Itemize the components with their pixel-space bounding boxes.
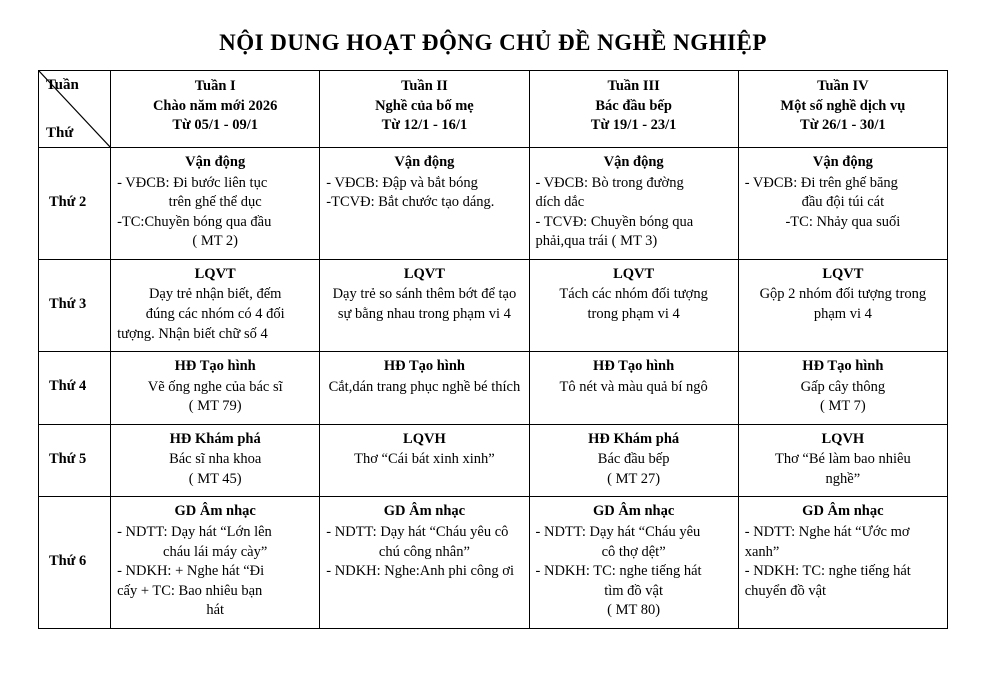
activity-title: GD Âm nhạc bbox=[802, 503, 884, 520]
activity-title: LQVT bbox=[613, 265, 655, 282]
activity-line: cấy + TC: Bao nhiêu bạn bbox=[117, 582, 263, 599]
activity-line: ( MT 45) bbox=[188, 470, 242, 487]
activity-line: Tô nét và màu quả bí ngô bbox=[559, 378, 708, 395]
activity-line: - NDKH: TC: nghe tiếng hát bbox=[535, 563, 702, 580]
activity-cell bbox=[111, 497, 320, 628]
week-name-3: Tuần III bbox=[607, 78, 660, 94]
week-theme-2: Nghề của bố mẹ bbox=[375, 97, 474, 114]
activity-title: LQVT bbox=[403, 265, 445, 282]
corner-header-cell bbox=[39, 71, 111, 148]
activity-cell bbox=[320, 424, 529, 497]
table-row bbox=[39, 424, 948, 497]
week-header-2 bbox=[320, 71, 529, 148]
activity-line: nghề” bbox=[825, 470, 861, 487]
activity-cell bbox=[529, 497, 738, 628]
activity-line: hát bbox=[206, 602, 225, 619]
activity-title: GD Âm nhạc bbox=[592, 503, 675, 520]
activity-line: - VĐCB: Đi trên ghế băng bbox=[744, 174, 898, 191]
activity-title: Vận động bbox=[185, 154, 246, 170]
week-dates-4: Từ 26/1 - 30/1 bbox=[800, 117, 886, 134]
activity-cell bbox=[738, 352, 947, 425]
activity-line: Cắt,dán trang phục nghề bé thích bbox=[328, 378, 521, 395]
activity-line: tìm đồ vật bbox=[604, 582, 664, 599]
activity-cell bbox=[320, 352, 529, 425]
week-name-4: Tuần IV bbox=[817, 78, 869, 94]
activity-line: đầu đội túi cát bbox=[801, 194, 885, 211]
table-row bbox=[39, 497, 948, 628]
activity-cell bbox=[111, 148, 320, 260]
activity-title: LQVT bbox=[822, 265, 864, 282]
activity-line: - NDKH: TC: nghe tiếng hát bbox=[744, 563, 911, 580]
activity-line: ( MT 2) bbox=[192, 233, 239, 250]
activity-title: HĐ Tạo hình bbox=[383, 358, 465, 375]
activity-title: LQVH bbox=[403, 430, 446, 447]
activity-title: HĐ Khám phá bbox=[169, 430, 261, 447]
activity-line: - NDKH: + Nghe hát “Đi bbox=[117, 563, 265, 580]
activity-line: phải,qua trái ( MT 3) bbox=[535, 233, 658, 250]
activity-title: HĐ Khám phá bbox=[588, 430, 680, 447]
activity-schedule-table bbox=[38, 70, 948, 629]
day-label-cell: Thứ 6 bbox=[39, 497, 111, 628]
activity-title: GD Âm nhạc bbox=[174, 503, 256, 520]
activity-line: - VĐCB: Đi bước liên tục bbox=[117, 174, 268, 191]
activity-title: LQVH bbox=[821, 430, 865, 447]
activity-line: ( MT 7) bbox=[820, 398, 866, 415]
activity-cell bbox=[111, 259, 320, 351]
week-dates-1: Từ 05/1 - 09/1 bbox=[172, 117, 258, 134]
week-dates-3: Từ 19/1 - 23/1 bbox=[590, 117, 677, 134]
day-label-cell: Thứ 2 bbox=[39, 148, 111, 260]
activity-cell bbox=[738, 259, 947, 351]
activity-line: - NDTT: Dạy hát “Cháu yêu bbox=[535, 524, 701, 540]
activity-line: Dạy trẻ nhận biết, đếm bbox=[148, 286, 282, 303]
activity-cell bbox=[738, 497, 947, 628]
corner-day-label: Thứ bbox=[46, 124, 74, 141]
activity-cell bbox=[320, 259, 529, 351]
activity-title: GD Âm nhạc bbox=[383, 503, 466, 520]
activity-line: - NDTT: Dạy hát “Cháu yêu cô bbox=[326, 524, 509, 540]
activity-title: HĐ Tạo hình bbox=[174, 358, 256, 375]
activity-line: Vẽ ống nghe của bác sĩ bbox=[147, 378, 283, 395]
day-label-cell: Thứ 3 bbox=[39, 259, 111, 351]
activity-line: Gấp cây thông bbox=[800, 378, 886, 395]
corner-week-label: Tuần bbox=[46, 77, 79, 93]
activity-line: Tách các nhóm đối tượng bbox=[559, 286, 708, 303]
activity-line: - VĐCB: Đập và bắt bóng bbox=[326, 174, 478, 191]
activity-line: ( MT 79) bbox=[188, 398, 242, 415]
activity-cell bbox=[111, 352, 320, 425]
activity-line: dích dắc bbox=[535, 194, 585, 211]
activity-cell bbox=[111, 424, 320, 497]
week-header-3 bbox=[529, 71, 738, 148]
activity-line: tượng. Nhận biết chữ số 4 bbox=[117, 325, 268, 342]
table-row bbox=[39, 148, 948, 260]
activity-line: -TC:Chuyền bóng qua đầu bbox=[117, 213, 272, 230]
activity-line: ( MT 80) bbox=[607, 602, 661, 619]
activity-line: - NDKH: Nghe:Anh phi công ơi bbox=[326, 563, 514, 580]
activity-line: Thơ “Bé làm bao nhiêu bbox=[775, 451, 911, 468]
activity-line: ( MT 27) bbox=[607, 470, 661, 487]
activity-cell bbox=[320, 497, 529, 628]
activity-line: Bác sĩ nha khoa bbox=[169, 451, 262, 468]
activity-line: trên ghế thể dục bbox=[168, 194, 262, 211]
activity-line: chú công nhân” bbox=[378, 543, 470, 560]
day-label-cell: Thứ 4 bbox=[39, 352, 111, 425]
activity-line: - VĐCB: Bò trong đường bbox=[535, 174, 684, 191]
activity-title: Vận động bbox=[812, 154, 873, 170]
activity-cell bbox=[320, 148, 529, 260]
document-page bbox=[0, 30, 986, 682]
activity-line: Dạy trẻ so sánh thêm bớt để tạo bbox=[332, 286, 517, 303]
activity-cell bbox=[738, 424, 947, 497]
activity-line: Bác đầu bếp bbox=[597, 451, 670, 468]
activity-line: xanh” bbox=[744, 543, 780, 560]
table-row bbox=[39, 259, 948, 351]
activity-cell bbox=[529, 148, 738, 260]
activity-line: cháu lái máy cày” bbox=[163, 543, 268, 560]
table-header-row bbox=[39, 71, 948, 148]
week-header-4 bbox=[738, 71, 947, 148]
table-body bbox=[39, 71, 948, 629]
activity-line: - TCVĐ: Chuyền bóng qua bbox=[535, 213, 694, 230]
activity-cell bbox=[529, 424, 738, 497]
day-label-cell: Thứ 5 bbox=[39, 424, 111, 497]
activity-cell bbox=[738, 148, 947, 260]
activity-line: đúng các nhóm có 4 đối bbox=[145, 305, 285, 322]
week-name-2: Tuần II bbox=[401, 78, 448, 94]
activity-title: Vận động bbox=[603, 154, 664, 170]
activity-line: - NDTT: Dạy hát “Lớn lên bbox=[117, 524, 272, 540]
activity-cell bbox=[529, 352, 738, 425]
week-header-1 bbox=[111, 71, 320, 148]
activity-line: Gộp 2 nhóm đối tượng trong bbox=[759, 286, 927, 303]
activity-line: cô thợ dệt” bbox=[601, 543, 666, 560]
activity-line: chuyển đồ vật bbox=[744, 582, 827, 599]
activity-title: HĐ Tạo hình bbox=[802, 358, 884, 375]
week-theme-4: Một số nghề dịch vụ bbox=[780, 97, 906, 114]
week-theme-1: Chào năm mới 2026 bbox=[152, 97, 278, 114]
activity-line: - NDTT: Nghe hát “Ước mơ bbox=[744, 524, 910, 540]
page-title: NỘI DUNG HOẠT ĐỘNG CHỦ ĐỀ NGHỀ NGHIỆP bbox=[219, 30, 767, 55]
activity-cell bbox=[529, 259, 738, 351]
activity-title: LQVT bbox=[194, 265, 236, 282]
activity-title: Vận động bbox=[394, 154, 455, 170]
activity-line: -TCVĐ: Bắt chước tạo dáng. bbox=[326, 194, 495, 211]
activity-line: phạm vi 4 bbox=[813, 305, 872, 322]
week-theme-3: Bác đầu bếp bbox=[595, 97, 672, 114]
activity-line: -TC: Nhảy qua suối bbox=[785, 213, 901, 230]
activity-line: Thơ “Cái bát xinh xinh” bbox=[354, 451, 495, 468]
week-name-1: Tuần I bbox=[194, 78, 236, 94]
activity-title: HĐ Tạo hình bbox=[593, 358, 675, 375]
activity-line: trong phạm vi 4 bbox=[587, 305, 680, 322]
table-row bbox=[39, 352, 948, 425]
activity-line: sự bằng nhau trong phạm vi 4 bbox=[337, 305, 511, 322]
week-dates-2: Từ 12/1 - 16/1 bbox=[381, 117, 468, 134]
